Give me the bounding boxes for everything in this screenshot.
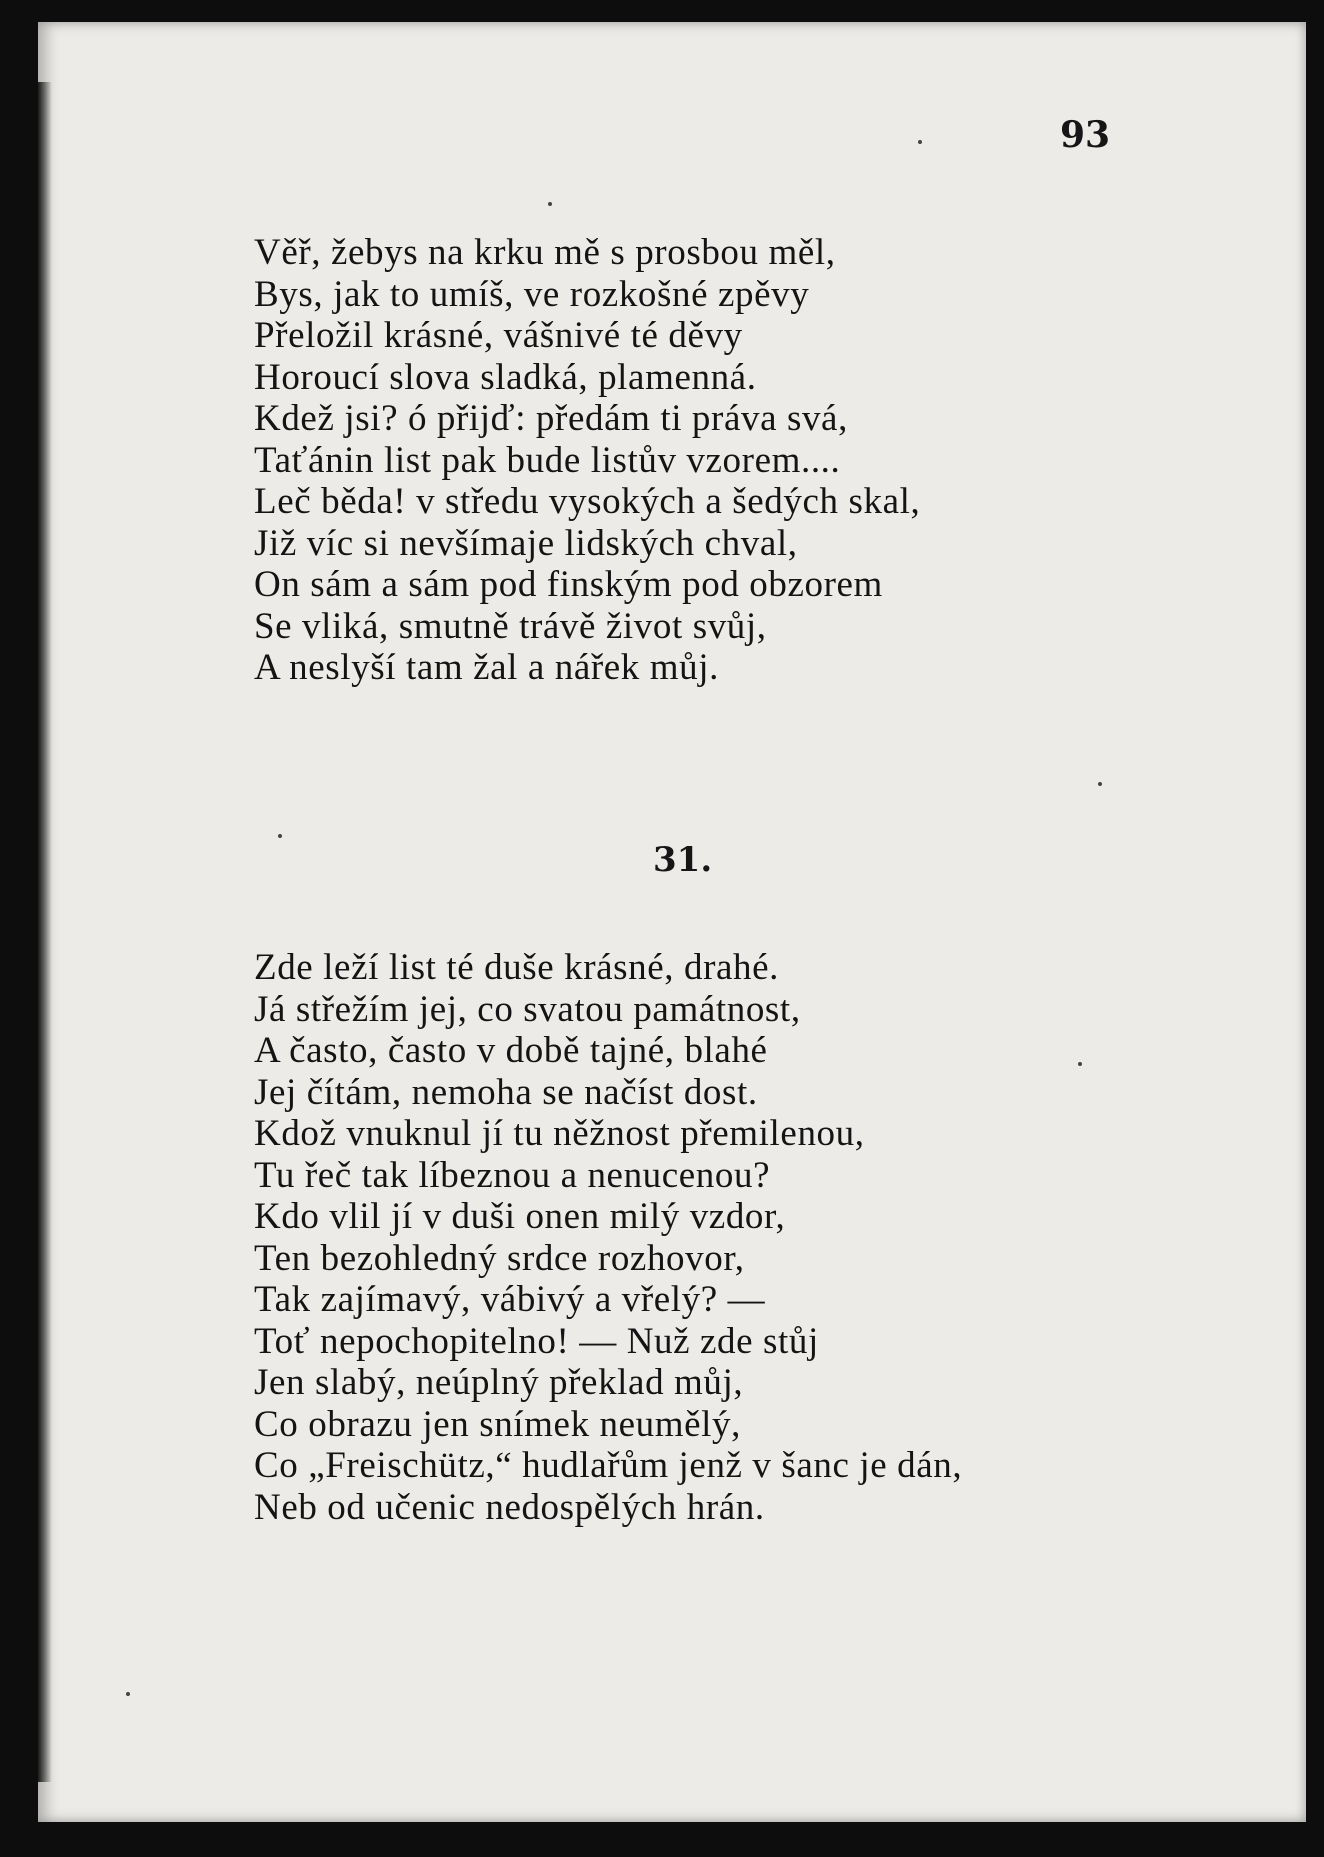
poem-line: Co obrazu jen snímek neumělý, (254, 1403, 741, 1445)
book-spine-shadow (38, 82, 52, 1782)
poem-line: Ten bezohledný srdce rozhovor, (254, 1237, 745, 1279)
poem-line: Zde leží list té duše krásné, drahé. (254, 947, 780, 988)
paper-page (38, 22, 1306, 1822)
poem-line: Věř, žebys na krku mě s prosbou měl, (254, 232, 836, 273)
print-speck (278, 834, 282, 838)
poem-line: Tak zajímavý, vábivý a vřelý? — (254, 1279, 766, 1320)
print-speck (918, 140, 922, 144)
print-speck (1098, 782, 1102, 786)
poem-line: Jen slabý, neúplný překlad můj, (254, 1362, 744, 1403)
poem-line: Taťánin list pak bude listův vzorem.... (254, 439, 841, 481)
poem-line: Kdož vnuknul jí tu něžnost přemilenou, (254, 1113, 865, 1154)
poem-line: Bys, jak to umíš, ve rozkošné zpěvy (254, 273, 810, 315)
poem-line: A neslyší tam žal a nářek můj. (254, 647, 719, 688)
poem-line: Již víc si nevšímaje lidských chval, (254, 522, 798, 564)
poem-line: Toť nepochopitelno! — Nuž zde stůj (254, 1320, 819, 1362)
print-speck (1078, 1062, 1082, 1066)
poem-line: Tu řeč tak líbeznou a nenucenou? (254, 1154, 771, 1196)
print-speck (548, 202, 552, 206)
section-number: 31. (653, 840, 713, 880)
poem-line: Kdež jsi? ó přijď: předám ti práva svá, (254, 398, 848, 439)
poem-line: Se vliká, smutně trávě život svůj, (254, 605, 767, 647)
poem-line: On sám a sám pod finským pod obzorem (254, 564, 883, 605)
poem-line: Přeložil krásné, vášnivé té děvy (254, 315, 743, 356)
poem-line: Co „Freischütz,“ hudlařům jenž v šanc je dán, (254, 1445, 963, 1486)
poem-stanza-2 (254, 947, 962, 1528)
poem-line: Leč běda! v středu vysokých a šedých skal, (254, 481, 921, 522)
poem-line: Horoucí slova sladká, plamenná. (254, 356, 757, 398)
poem-stanza-1 (254, 232, 920, 689)
poem-line: Kdo vlil jí v duši onen milý vzdor, (254, 1196, 786, 1237)
poem-line: Jej čítám, nemoha se načíst dost. (254, 1071, 758, 1113)
print-speck (126, 1692, 130, 1696)
poem-line: Neb od učenic nedospělých hrán. (254, 1486, 765, 1528)
poem-line: Já střežím jej, co svatou památnost, (254, 988, 801, 1030)
poem-line: A často, často v době tajné, blahé (254, 1030, 768, 1071)
page-number: 93 (1060, 114, 1111, 156)
